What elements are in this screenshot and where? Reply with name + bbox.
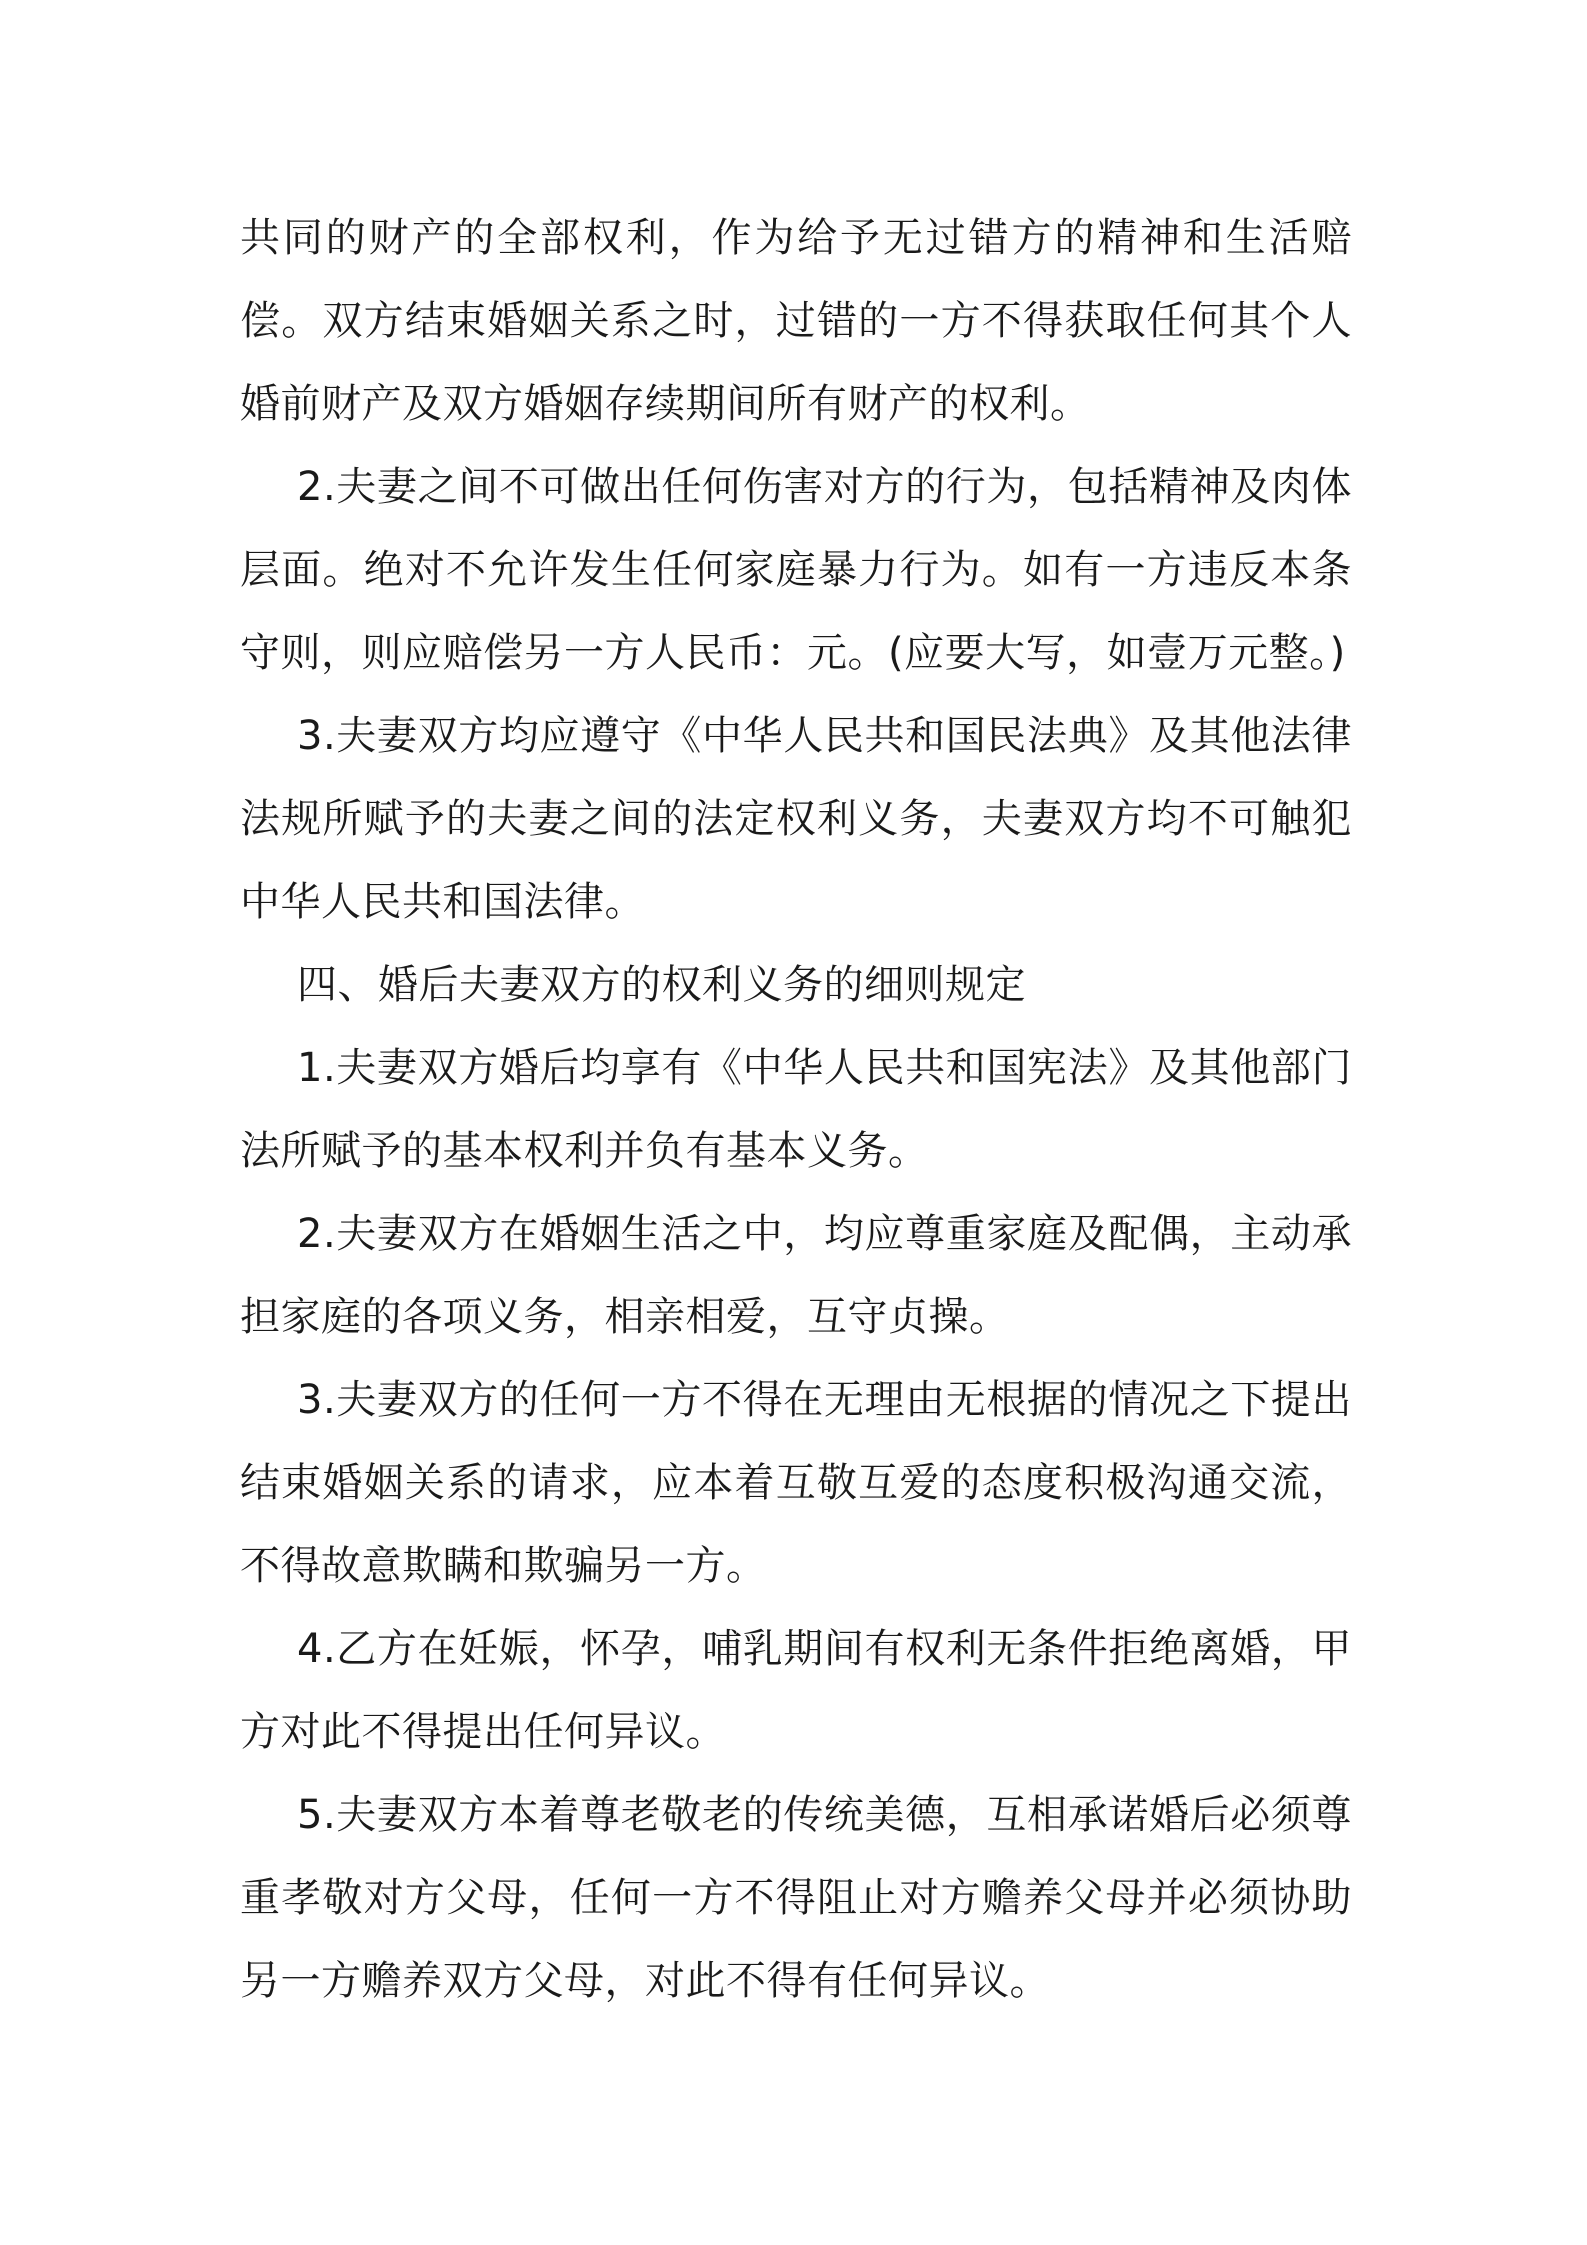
paragraph-clause-5-parents: 5.夫妻双方本着尊老敬老的传统美德，互相承诺婚后必须尊重孝敬对方父母，任何一方不得阻止对方赡养父母并必须协助另一方赡养双方父母，对此不得有任何异议。 [240,1792,1352,2004]
paragraph-clause-3-obey-law: 3.夫妻双方均应遵守《中华人民共和国民法典》及其他法律法规所赋予的夫妻之间的法定权利义务，夫妻双方均不可触犯中华人民共和国法律。 [240,713,1352,925]
paragraph-clause-1-basic-rights: 1.夫妻双方婚后均享有《中华人民共和国宪法》及其他部门法所赋予的基本权利并负有基本义务。 [240,1045,1352,1174]
paragraph-clause-4-pregnancy: 4.乙方在妊娠，怀孕，哺乳期间有权利无条件拒绝离婚，甲方对此不得提出任何异议。 [240,1626,1352,1755]
paragraph-clause-3-no-divorce-request: 3.夫妻双方的任何一方不得在无理由无根据的情况之下提出结束婚姻关系的请求，应本着互敬互爱的态度积极沟通交流，不得故意欺瞒和欺骗另一方。 [240,1377,1352,1589]
document-body [240,197,1352,2023]
paragraph-clause-2-respect-family: 2.夫妻双方在婚姻生活之中，均应尊重家庭及配偶，主动承担家庭的各项义务，相亲相爱，互守贞操。 [240,1211,1352,1340]
paragraph-continuation: 共同的财产的全部权利，作为给予无过错方的精神和生活赔偿。双方结束婚姻关系之时，过错的一方不得获取任何其个人婚前财产及双方婚姻存续期间所有财产的权利。 [240,215,1352,427]
paragraph-clause-2-no-harm: 2.夫妻之间不可做出任何伤害对方的行为，包括精神及肉体层面。绝对不允许发生任何家庭暴力行为。如有一方违反本条守则，则应赔偿另一方人民币：元。(应要大写，如壹万元整。) [240,464,1352,676]
section-heading-four: 四、婚后夫妻双方的权利义务的细则规定 [297,962,1026,1008]
